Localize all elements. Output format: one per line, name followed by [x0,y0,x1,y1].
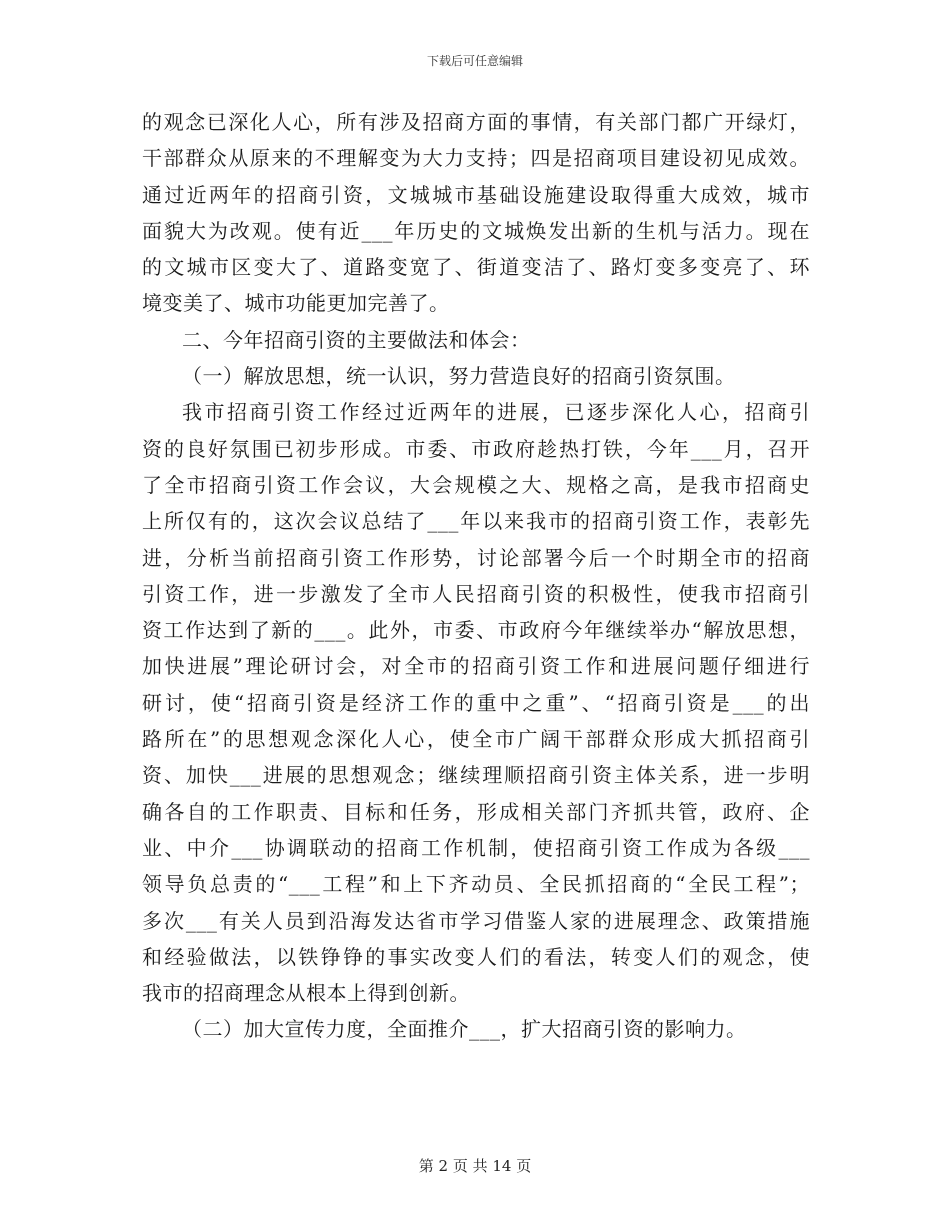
text-line: 通过近两年的招商引资，文城城市基础设施建设取得重大成效，城市 [142,182,810,207]
text-line: 研讨，使“招商引资是经济工作的重中之重”、“招商引资是___的出 [142,690,810,715]
page-number: 第 2 页 共 14 页 [418,1157,532,1175]
text-line: 路所在”的思想观念深化人心，使全市广阔干部群众形成大抓招商引 [142,727,810,752]
text-line: 我市招商引资工作经过近两年的进展，已逐步深化人心，招商引 [182,400,810,425]
section-heading: 二、今年招商引资的主要做法和体会： [182,327,531,352]
document-body [142,104,810,1048]
text-line: 领导负总责的“___工程”和上下齐动员、全民抓招商的“全民工程”； [142,872,810,897]
text-line: 了全市招商引资工作会议，大会规模之大、规格之高，是我市招商史 [142,472,810,497]
subsection-heading: （二）加大宣传力度，全面推介___，扩大招商引资的影响力。 [182,1017,747,1042]
text-line: 多次___有关人员到沿海发达省市学习借鉴人家的进展理念、政策措施 [142,908,810,933]
text-line: 业、中介___协调联动的招商工作机制，使招商引资工作成为各级___ [142,835,810,860]
text-line: 上所仅有的，这次会议总结了___年以来我市的招商引资工作，表彰先 [142,509,810,534]
text-line: 资的良好氛围已初步形成。市委、市政府趁热打铁，今年___月，召开 [142,436,810,461]
text-line: 干部群众从原来的不理解变为大力支持；四是招商项目建设初见成效。 [142,146,810,171]
page-header-note: 下载后可任意编辑 [426,54,523,68]
text-line: 资、加快___进展的思想观念；继续理顺招商引资主体关系，进一步明 [142,763,810,788]
text-line: 引资工作，进一步激发了全市人民招商引资的积极性，使我市招商引 [142,581,810,606]
text-line: 境变美了、城市功能更加完善了。 [142,291,450,316]
text-line: 的文城市区变大了、道路变宽了、街道变洁了、路灯变多变亮了、环 [142,255,810,280]
text-line: 资工作达到了新的___。此外，市委、市政府今年继续举办“解放思想， [142,618,810,643]
text-line: 和经验做法，以铁铮铮的事实改变人们的看法，转变人们的观念，使 [142,944,810,969]
text-line: 面貌大为改观。使有近___年历史的文城焕发出新的生机与活力。现在 [142,218,810,243]
text-line: 确各自的工作职责、目标和任务，形成相关部门齐抓共管，政府、企 [142,799,810,824]
text-line: 进，分析当前招商引资工作形势，讨论部署今后一个时期全市的招商 [142,545,810,570]
text-line: 的观念已深化人心，所有涉及招商方面的事情，有关部门都广开绿灯， [142,110,810,134]
subsection-heading: （一）解放思想，统一认识，努力营造良好的招商引资氛围。 [182,364,736,389]
text-line: 加快进展”理论研讨会，对全市的招商引资工作和进展问题仔细进行 [142,654,810,679]
text-line: 我市的招商理念从根本上得到创新。 [142,981,470,1006]
